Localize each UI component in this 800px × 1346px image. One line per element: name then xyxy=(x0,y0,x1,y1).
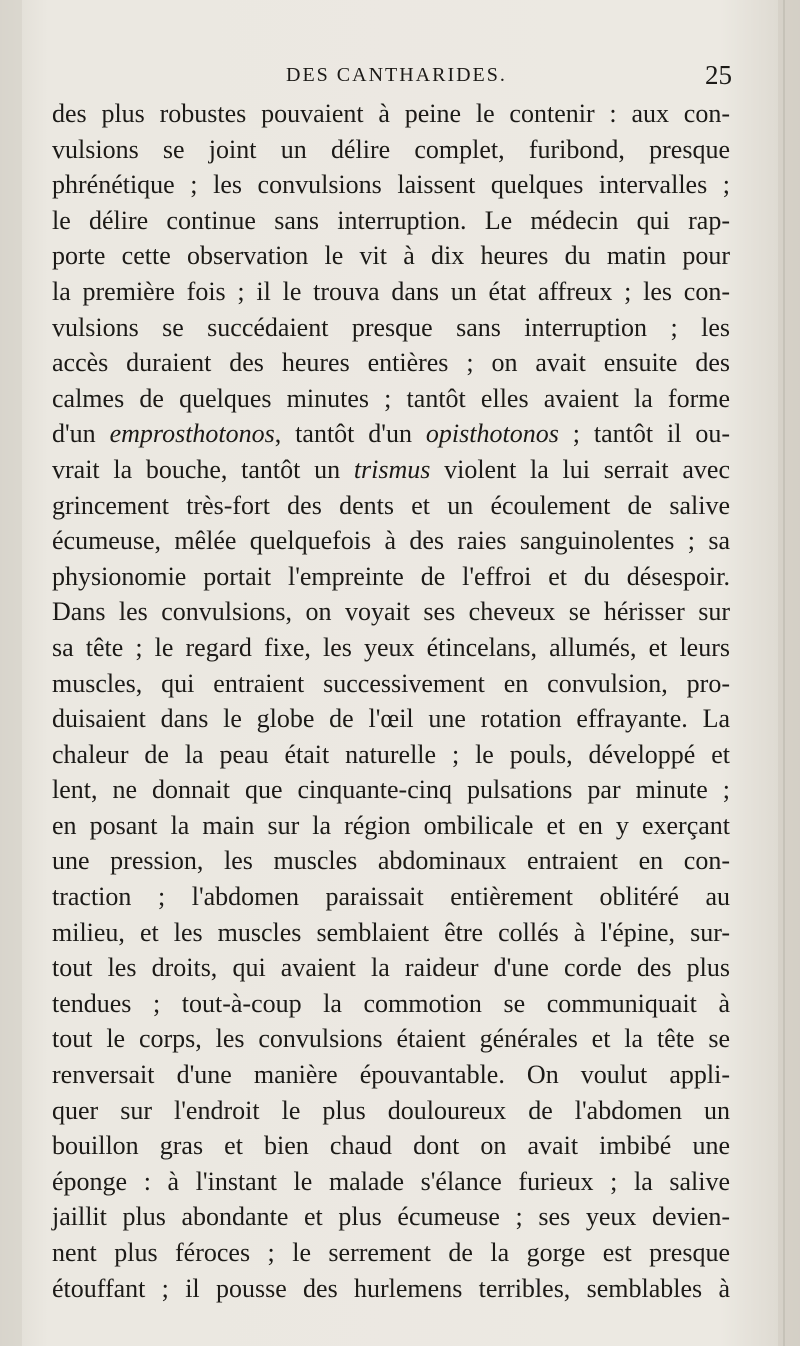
text-line: duisaient dans le globe de l'œil une rotation effrayante. La xyxy=(52,704,730,734)
text-line: phrénétique ; les convulsions laissent quelques intervalles ; xyxy=(52,170,730,200)
text-line: vulsions se succédaient presque sans interruption ; les xyxy=(52,312,730,342)
page-number: 25 xyxy=(705,60,732,90)
running-title: DES CANTHARIDES. xyxy=(286,64,507,86)
text-line: milieu, et les muscles semblaient être collés à l'épine, sur- xyxy=(52,917,730,947)
text-line: accès duraient des heures entières ; on avait ensuite des xyxy=(52,348,730,378)
text-line: traction ; l'abdomen paraissait entièrement oblitéré au xyxy=(52,882,730,912)
text-line: écumeuse, mêlée quelquefois à des raies sanguinolentes ; sa xyxy=(52,526,730,556)
text-line: sa tête ; le regard fixe, les yeux étincelans, allumés, et leurs xyxy=(52,632,730,662)
text-line: nent plus féroces ; le serrement de la gorge est presque xyxy=(52,1238,730,1267)
text-line: grincement très-fort des dents et un écoulement de salive xyxy=(52,490,730,520)
text-line: vrait la bouche, tantôt un trismus violent la lui serrait avec xyxy=(52,454,730,484)
text-line: physionomie portait l'empreinte de l'effroi et du désespoir. xyxy=(52,561,730,591)
text-line: vulsions se joint un délire complet, furibond, presque xyxy=(52,134,730,164)
text-line: renversait d'une manière épouvantable. On voulut appli- xyxy=(52,1060,730,1090)
text-line: chaleur de la peau était naturelle ; le pouls, développé et xyxy=(52,739,730,769)
text-line: tendues ; tout-à-coup la commotion se communiquait à xyxy=(52,988,730,1018)
text-line: en posant la main sur la région ombilicale et en y exerçant xyxy=(52,810,730,840)
text-line: la première fois ; il le trouva dans un état affreux ; les con- xyxy=(52,276,730,306)
text-line: bouillon gras et bien chaud dont on avait imbibé une xyxy=(52,1131,730,1161)
text-line: Dans les convulsions, on voyait ses cheveux se hérisser sur xyxy=(52,597,730,627)
text-line: une pression, les muscles abdominaux entraient en con- xyxy=(52,846,730,876)
text-line: étouffant ; il pousse des hurlemens terribles, semblables à xyxy=(52,1273,730,1303)
text-line: le délire continue sans interruption. Le médecin qui rap- xyxy=(52,205,730,235)
body-text xyxy=(52,96,730,1306)
text-line: muscles, qui entraient successivement en convulsion, pro- xyxy=(52,668,730,698)
text-line: lent, ne donnait que cinquante-cinq pulsations par minute ; xyxy=(52,775,730,805)
text-line: tout les droits, qui avaient la raideur d'une corde des plus xyxy=(52,953,730,983)
text-line: calmes de quelques minutes ; tantôt elles avaient la forme xyxy=(52,383,730,413)
text-line: d'un emprosthotonos, tantôt d'un opisthotonos ; tantôt il ou- xyxy=(52,419,731,449)
text-line: jaillit plus abondante et plus écumeuse ; ses yeux devien- xyxy=(52,1202,730,1232)
text-line: éponge : à l'instant le malade s'élance furieux ; la salive xyxy=(52,1166,730,1196)
text-line: tout le corps, les convulsions étaient générales et la tête se xyxy=(52,1024,730,1054)
text-line: porte cette observation le vit à dix heures du matin pour xyxy=(52,241,730,271)
running-head xyxy=(52,60,732,94)
text-line: des plus robustes pouvaient à peine le contenir : aux con- xyxy=(52,99,730,128)
text-line: quer sur l'endroit le plus douloureux de l'abdomen un xyxy=(52,1095,730,1125)
